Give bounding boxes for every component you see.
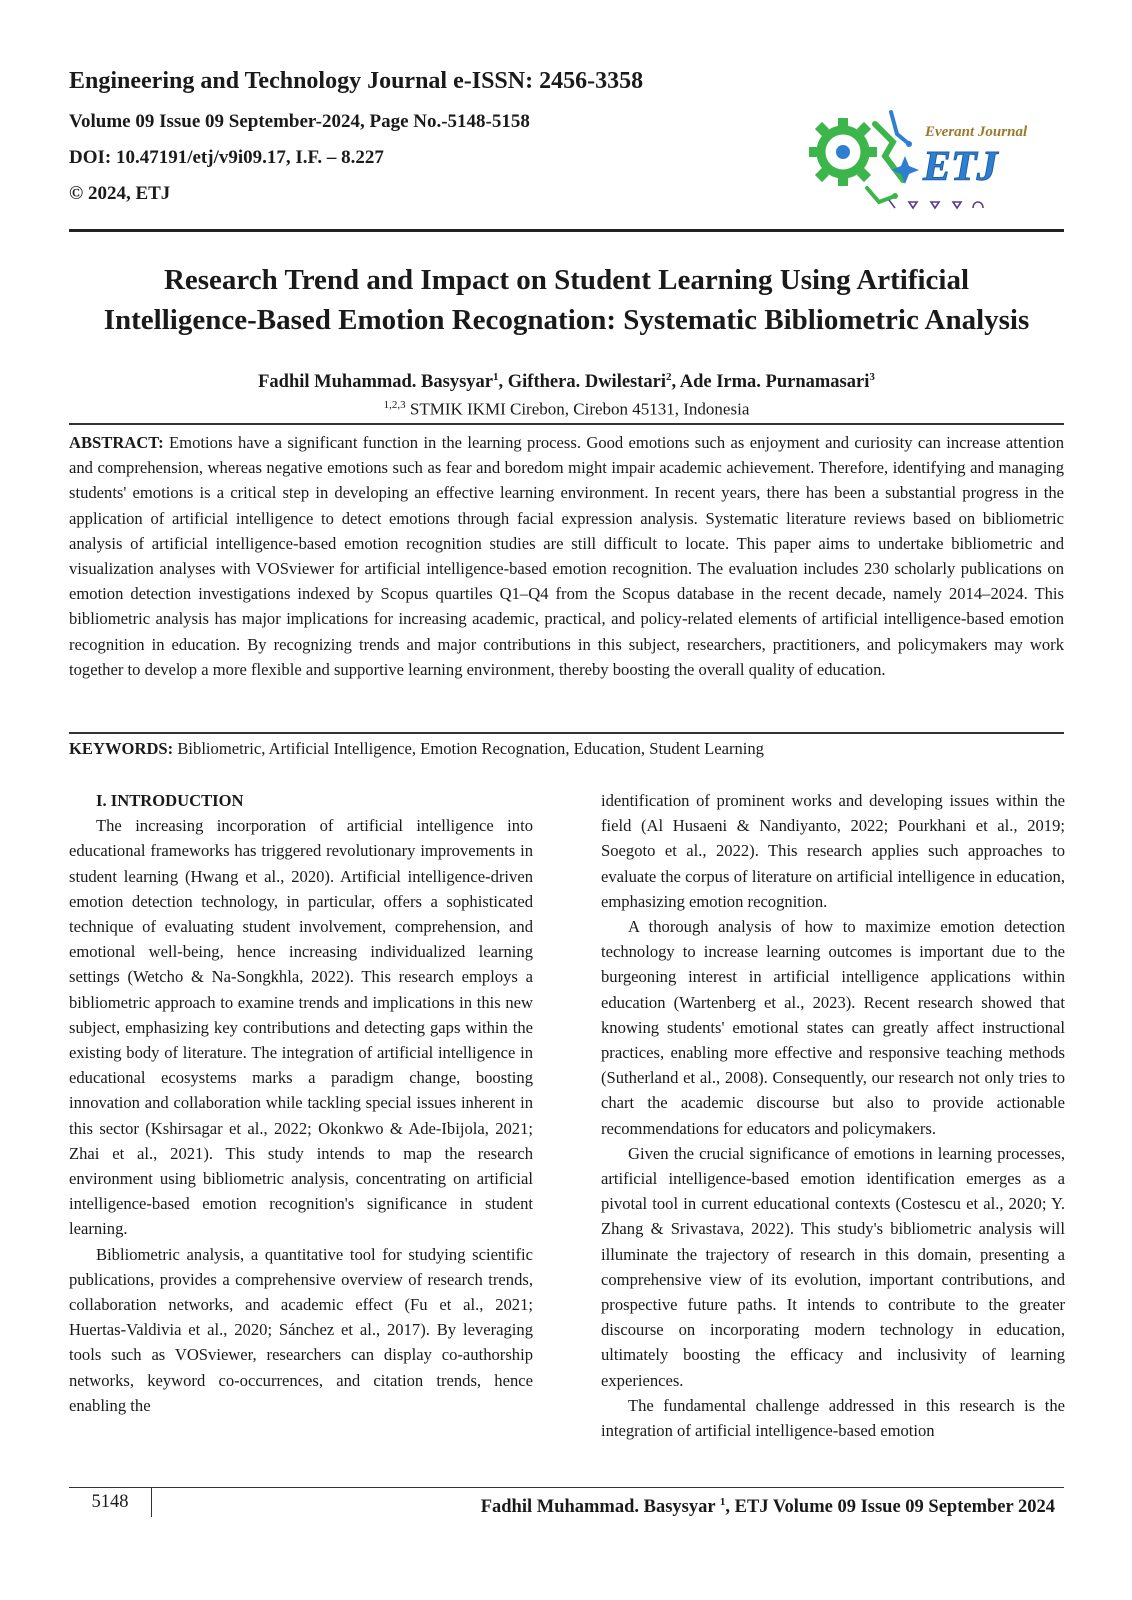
volume-info: Volume 09 Issue 09 September-2024, Page No.-5148-5158 (69, 111, 530, 132)
keywords-text: Bibliometric, Artificial Intelligence, Emotion Recognation, Education, Student Learning (177, 739, 764, 758)
gear-icon (809, 118, 877, 186)
footer-rule (69, 1487, 1064, 1488)
footer-citation (200, 1491, 1055, 1518)
keywords (69, 738, 1064, 760)
logo-bottom-glyphs (889, 200, 983, 208)
author-name: Fadhil Muhammad. Basysyar (258, 372, 494, 393)
abstract-label: ABSTRACT: (69, 433, 164, 452)
logo-main-text: ETJ (923, 144, 998, 190)
page-number: 5148 (91, 1492, 129, 1512)
author-list: Fadhil Muhammad. Basysyar$^1$, Gifthera. Dwilestari$^2$, Ade Irma. Purnamasari$^3$ (258, 371, 875, 393)
abstract-top-rule (69, 423, 1064, 425)
journal-name: Engineering and Technology Journal e-ISSN: 2456-3358 (69, 68, 644, 94)
abstract-text: Emotions have a significant function in the learning process. Good emotions such as enjoyment and curiosity can increase attention and comprehension, whereas negative emotions such as fear and boredom might impair academic achievement. Therefore, identifying and managing students' emotions is a critical step in developing an effective learning environment. In recent years, there has been a substantial progress in the application of artificial intelligence to detect emotions through facial expression analysis. Systematic literature reviews based on bibliometric analysis of artificial intelligence-based emotion recognition studies are still difficult to locate. This paper aims to undertake bibliometric and visualization analyses with VOSviewer for artificial intelligence-based emotion recognition. The evaluation includes 230 scholarly publications on emotion detection investigations indexed by Scopus quartiles Q1–Q4 from the Scopus database in the recent decade, namely 2014–2024. This bibliometric analysis has major implications for increasing academic, practical, and policy-related elements of artificial intelligence-based emotion recognition in education. By recognizing trends and major contributions in this subject, researchers, practitioners, and policymakers may work together to develop a more flexible and supportive learning environment, thereby boosting the overall quality of education. (69, 433, 1064, 679)
affiliation-sup: 1,2,3 (383, 399, 406, 411)
journal-header (69, 66, 769, 206)
paragraph: identification of prominent works and developing issues within the field (Al Husaeni & Nandiyanto, 2022; Pourkhani et al., 2019; Soegoto et al., 2022). This research applies such approaches to evaluate the corpus of literature on artificial intelligence in education, emphasizing emotion recognition. (601, 791, 1065, 911)
paragraph: A thorough analysis of how to maximize emotion detection technology to increase learning outcomes is important due to the burgeoning interest in artificial intelligence applications within education (Wartenberg et al., 2023). Recent research showed that knowing students' emotional states can greatly affect instructional practices, enabling more effective and responsive teaching methods (Sutherland et al., 2008). Consequently, our research not only tries to chart the academic discourse but also to provide actionable recommendations for educators and policymakers. (601, 917, 1065, 1138)
paragraph: The increasing incorporation of artificial intelligence into educational frameworks has triggered revolutionary improvements in student learning (Hwang et al., 2020). Artificial intelligence-driven emotion detection technology, in particular, offers a sophisticated technique of evaluating student involvement, comprehension, and emotional well-being, hence increasing individualized learning settings (Wetcho & Na-Songkhla, 2022). This research employs a bibliometric approach to examine trends and implications in this new subject, emphasizing key contributions and detecting gaps within the existing body of literature. The integration of artificial intelligence in educational ecosystems marks a paradigm change, boosting innovation and collaboration while tackling special issues inherent in this sector (Kshirsagar et al., 2022; Okonkwo & Ade-Ibijola, 2021; Zhai et al., 2021). This study intends to map the research environment using bibliometric analysis, concentrating on artificial intelligence-based emotion recognition's significance in student learning. (69, 816, 533, 1239)
affiliation-text: STMIK IKMI Cirebon, Cirebon 45131, Indonesia (409, 399, 750, 419)
author-sup: 2 (666, 371, 672, 383)
paragraph: The fundamental challenge addressed in this research is the integration of artificial intelligence-based emotion (601, 1395, 1065, 1441)
footer-divider (151, 1487, 152, 1517)
paper-title (69, 260, 1064, 340)
right-column (601, 788, 1065, 1443)
header-rule (69, 229, 1064, 232)
doi-info: DOI: 10.47191/etj/v9i09.17, I.F. – 8.227 (69, 147, 384, 168)
paragraph: Bibliometric analysis, a quantitative tool for studying scientific publications, provides a comprehensive overview of research trends, collaboration networks, and academic effect (Fu et al., 2021; Huertas-Valdivia et al., 2020; Sánchez et al., 2017). By leveraging tools such as VOSviewer, researchers can display co-authorship networks, keyword co-occurrences, and citation trends, hence enabling the (69, 1244, 533, 1415)
copyright-info: © 2024, ETJ (69, 183, 171, 204)
keywords-label: KEYWORDS: (69, 739, 174, 758)
author-name: Ade Irma. Purnamasari (679, 372, 870, 393)
author-sup: 3 (869, 371, 875, 383)
affiliation (69, 394, 1064, 421)
abstract (69, 430, 1064, 682)
title-line-2: Intelligence-Based Emotion Recognation: Systematic Bibliometric Analysis (103, 304, 1030, 336)
footer-author-sup: 1 (719, 1496, 726, 1508)
footer-author: Fadhil Muhammad. Basysyar (480, 1497, 716, 1518)
logo-top-text: Everant Journal (925, 124, 1028, 140)
author-name: Gifthera. Dwilestari (507, 372, 667, 393)
abstract-bottom-rule (69, 732, 1064, 734)
footer-journal-ref: , ETJ Volume 09 Issue 09 September 2024 (725, 1497, 1055, 1518)
section-heading: I. INTRODUCTION (96, 791, 244, 810)
etj-logo (805, 104, 1028, 216)
left-column (69, 788, 533, 1418)
sparkle-icon (891, 156, 919, 184)
title-line-1: Research Trend and Impact on Student Learning Using Artificial (163, 264, 970, 296)
paragraph: Given the crucial significance of emotions in learning processes, artificial intelligence-based emotion identification emerges as a pivotal tool in current educational contexts (Costescu et al., 2020; Y. Zhang & Srivastava, 2022). This study's bibliometric analysis will illuminate the trajectory of research in this domain, presenting a comprehensive view of its evolution, important contributions, and prospective future paths. It intends to contribute to the greater discourse on incorporating modern technology in education, ultimately boosting the efficacy and inclusivity of learning experiences. (601, 1143, 1065, 1390)
author-sup: 1 (493, 371, 499, 383)
